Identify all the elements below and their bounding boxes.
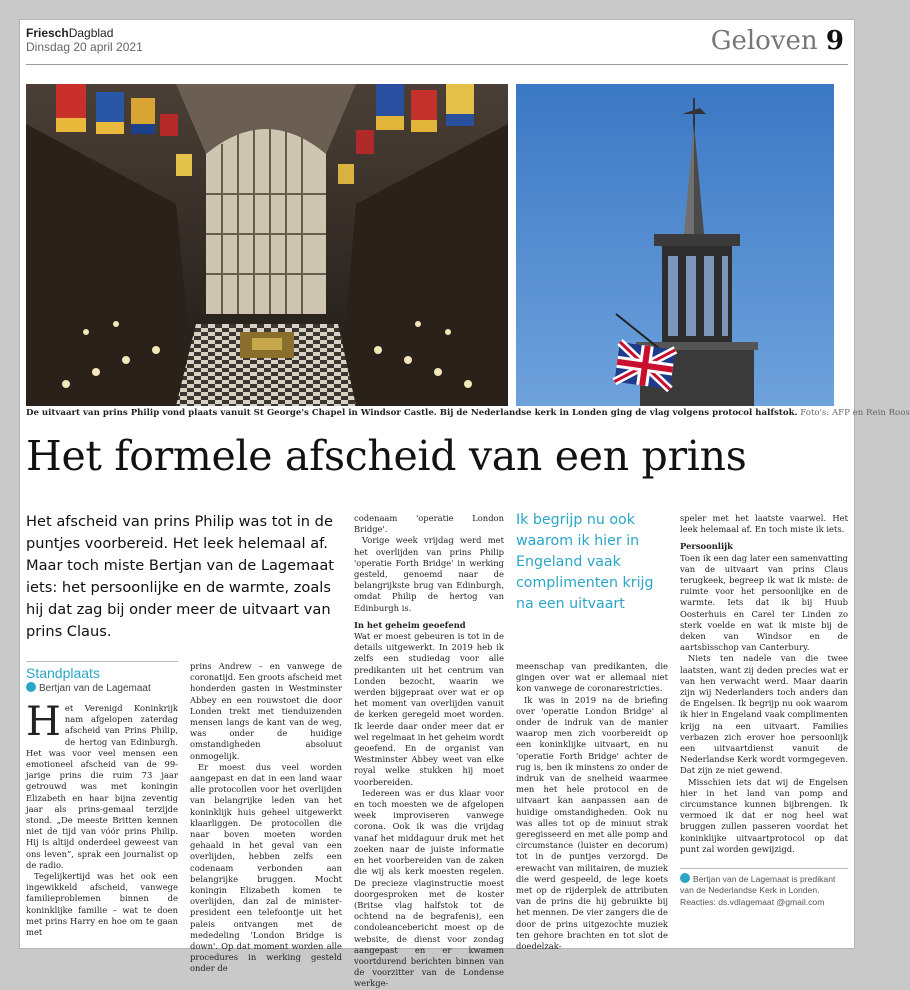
- section-header: [711, 24, 844, 58]
- col1-paragraph-2: Tegelijkertijd was het ook een ingewikkeld afscheid, vanwege familieproblemen binnen de koninklijke familie – wat te doen met prins Harry en hoe om te gaan met: [26, 871, 178, 938]
- author-bio-text: Bertjan van de Lagemaat is predikant van de Nederlandse Kerk in Londen. Reacties: ds.vdlagemaat @gmail.com: [680, 874, 836, 907]
- subheading-geheim: In het geheim geoefend: [354, 619, 466, 630]
- header-rule: [26, 64, 848, 65]
- masthead-name-bold: Friesch: [26, 26, 69, 40]
- issue-date: Dinsdag 20 april 2021: [26, 40, 143, 54]
- masthead-name-rest: Dagblad: [68, 26, 114, 40]
- col4-paragraph-1: meenschap van predikanten, die gingen over wat er allemaal niet kon vanwege de coronarestricties.: [516, 661, 668, 694]
- pull-quote: Ik begrijp nu ook waarom ik hier in Engeland vaak complimenten krijg na een uitvaart: [516, 512, 654, 612]
- chapel-illustration: [26, 84, 508, 406]
- col5-paragraph-2: Toen ik een dag later een samenvatting van de uitvaart van prins Claus terugkeek, begreep ik wat ik miste: de ruimte voor het persoonlijke en de warmte. Iets dat ik bij Huub Oosterhuis en Carel ter Linden zo sterk voelde en wat ik miste bij de deken van Windsor en de aartsbisschop van Canterbury.: [680, 552, 848, 653]
- col5-paragraph-1: speler met het laatste vaarwel. Het leek helemaal af. En toch miste ik iets.: [680, 513, 848, 535]
- chapel-photo: [26, 84, 508, 406]
- author-bio-icon: [680, 873, 690, 883]
- col5-paragraph-3: Niets ten nadele van die twee laatsten, want zij deden precies wat er van hen verwacht werd. Maar daarin zijn wij Nederlanders toch anders dan de Engelsen. Ik begrijp nu ook waarom ik hier in Engeland vaak complimenten krijg na een uitvaart. Families verbazen zich erover hoe persoonlijk een uitvaartdienst vanuit de Nederlandse Kerk wordt vormgegeven. Dat zijn ze niet gewend.: [680, 653, 848, 776]
- subheading-persoonlijk: Persoonlijk: [680, 541, 733, 552]
- author-bio: [680, 868, 848, 908]
- col3-paragraph-1: codenaam 'operatie London Bridge'.: [354, 513, 504, 535]
- col4-paragraph-2: Ik was in 2019 na de briefing over 'operatie London Bridge' al onder de indruk van de manier waarop men zich voorbereidt op een koninklijke uitvaart, en nu 'operatie Forth Bridge' achter de rug is, ben ik minstens zo onder de indruk van de snelheid waarmee men het hele protocol en de uitvaart kan aanpassen aan de huidige omstandigheden. Ook nu was alles tot op de minuut strak geregisseerd en met alle pomp and circumstance (luister en decorum) tot in de puntjes verzorgd. De erewacht van militairen, de muziek die werd gespeeld, de lege koets met op de rijderplek de attributen van de prins die hij gebruikte bij het mennen. De vier zangers die de door de prins uitgezochte muziek ten gehore brachten en tot slot de doedelzak-: [516, 694, 668, 952]
- col3-paragraph-2: Vorige week vrijdag werd met het overlijden van prins Philip 'operatie Forth Bridge' in werking gesteld, genoemd naar de belangrijkste brug van Edinburgh, omdat Philip de hertog van Edinburgh is.: [354, 535, 504, 613]
- caption-text: De uitvaart van prins Philip vond plaats vanuit St George's Chapel in Windsor Castle. Bij de Nederlandse kerk in Londen ging de vlag volgens protocol halfstok.: [26, 408, 798, 418]
- column-2: [190, 661, 342, 975]
- col5-paragraph-4: Misschien iets dat wij de Engelsen hier in het land van pomp and circumstance kunnen bijbrengen. Ik vermoed ik dat er nog heel wat bruggen zullen passeren voordat het koninklijke uitvaartprotocol op dat punt zal worden gewijzigd.: [680, 776, 848, 854]
- byline-name: Bertjan van de Lagemaat: [39, 683, 151, 694]
- page-number: 9: [825, 26, 844, 56]
- byline: [26, 682, 178, 696]
- dropcap: H: [26, 699, 61, 745]
- photo-credit: Foto's: AFP en Rein Roos: [800, 408, 910, 418]
- author-icon: [26, 682, 36, 692]
- masthead: [26, 26, 143, 54]
- tower-illustration: [516, 84, 834, 406]
- newspaper-page: [20, 20, 910, 989]
- column-3: [354, 513, 504, 990]
- col2-paragraph-1: prins Andrew – en vanwege de coronatijd. Een groots afscheid met honderden gasten in Westminster Abbey en een rouwstoet die door Londen trekt met tienduizenden mensen langs de kant van de weg, was onder de huidige omstandigheden absoluut onmogelijk.: [190, 661, 342, 761]
- section-name: Geloven: [710, 26, 818, 56]
- article-intro: Het afscheid van prins Philip was tot in de puntjes voorbereid. Het leek helemaal af. Maar toch miste Bertjan van de Lagemaat iets: het persoonlijke en de warmte, zoals hij dat zag bij onder meer de uitvaart van prins Claus.: [26, 513, 334, 640]
- standplaats-label: Standplaats: [26, 665, 100, 681]
- col2-paragraph-2: Er moest dus veel worden aangepast en dat in een land waar alle protocollen voor het overlijden van belangrijke leden van het koninklijk huis geheel uitgewerkt klaarliggen. De protocollen die naar boven moeten worden gehaald in het geval van een overlijden, hebben zelfs een codenaam verbonden aan belangrijke bruggen. Mocht koningin Elizabeth komen te overlijden, dan zal de minister-president een telefoontje uit het paleis ontvangen met de mededeling 'London Bridge is down'. Op dat moment worden alle procedures in werking gesteld onder de: [190, 761, 342, 974]
- col3-paragraph-3: Wat er moest gebeuren is tot in de details uitgewerkt. In 2019 heb ik zelfs een studiedag voor alle predikanten uit het centrum van Londen bezocht, waarin we werden bijgepraat over wat er op het moment van overlijden vanuit de kerken geregeld moet worden. Ik leerde daar onder meer dat er wel regelmaat in het geheim wordt geoefend. En de organist van Westminster Abbey weet van elke royal welke stukken hij moet voorbereiden.: [354, 631, 504, 787]
- col3-paragraph-4: Iedereen was er dus klaar voor en toch moesten we de afgelopen week improviseren vanwege corona. Ook ik was die vrijdag vanaf het middaguur druk met het zoeken naar de juiste informatie en het voorbereiden van de zaken die wij als kerk moesten regelen. De precieze vlaginstructie moest doorgesproken met de koster (Britse vlag halfstok tot de ochtend na de begrafenis), een condoleancebericht moest op de website, de dienst voor zondag aangepast en er kwamen voortdurend berichten binnen van de voorzitter van de Londense werkge-: [354, 787, 504, 989]
- column-4: [516, 661, 668, 952]
- standplaats-box: [26, 661, 178, 696]
- photo-caption: [26, 407, 910, 419]
- col1-paragraph-1: et Verenigd Koninkrijk nam afgelopen zaterdag afscheid van Prins Philip, de hertog van Edinburgh. Het was voor veel mensen een emotioneel afscheid van de 99-jarige prins die ruim 73 jaar getrouwd was met koningin Elizabeth en haar bijna zeventig jaar als prins-gemaal terzijde stond. „De meeste Britten kennen niet de tijd van vóór prins Philip. Hij is altijd onderdeel geweest van ons leven”, sprak een journalist op de radio.: [26, 703, 178, 870]
- column-1: [26, 699, 178, 938]
- tower-photo: [516, 84, 834, 406]
- column-5: [680, 513, 848, 855]
- article-headline: Het formele afscheid van een prins: [26, 432, 747, 480]
